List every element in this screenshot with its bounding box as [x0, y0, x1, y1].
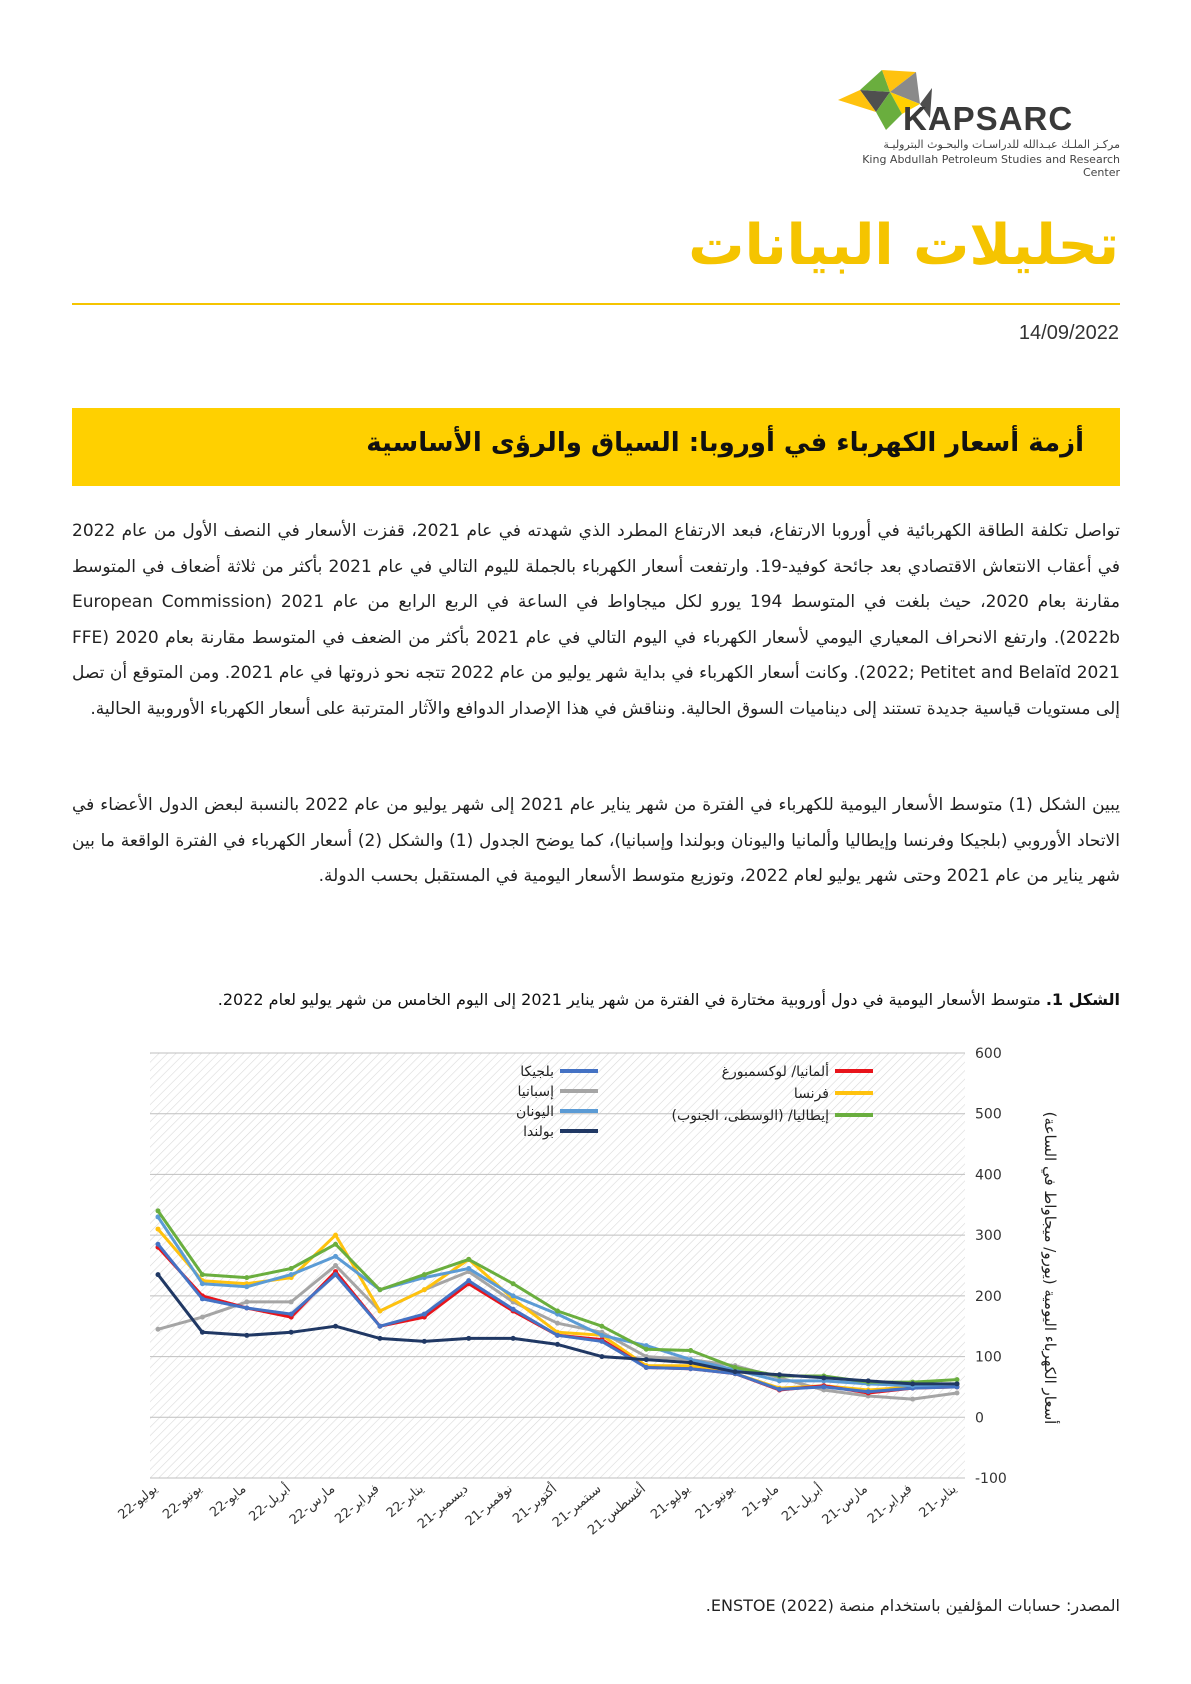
x-tick-label: ديسمبر-21 [415, 1481, 472, 1533]
x-tick-label: فبراير-22 [332, 1481, 383, 1528]
data-point [422, 1272, 427, 1277]
y-tick-label: 100 [975, 1349, 1002, 1366]
data-point [599, 1354, 604, 1359]
data-point [200, 1281, 205, 1286]
data-point [333, 1324, 338, 1329]
data-point [156, 1242, 161, 1247]
legend-label: بولندا [523, 1124, 554, 1140]
data-point [555, 1309, 560, 1314]
data-point [866, 1378, 871, 1383]
data-point [511, 1293, 516, 1298]
legend-label: ألمانيا/ لوكسمبورغ [721, 1064, 829, 1080]
data-point [333, 1233, 338, 1238]
data-point [200, 1296, 205, 1301]
legend-label: إسبانيا [517, 1084, 554, 1100]
data-point [200, 1272, 205, 1277]
data-point [511, 1336, 516, 1341]
figure-caption-label: الشكل 1. [1045, 990, 1120, 1009]
data-point [377, 1309, 382, 1314]
logo-english-name: King Abdullah Petroleum Studies and Research Center [862, 153, 1120, 179]
data-point [244, 1306, 249, 1311]
x-tick-label: نوفمبر-21 [462, 1481, 516, 1530]
x-tick-label: يناير-21 [916, 1481, 960, 1522]
logo-arabic-name: مركـز الملـك عبـدالله للدراسـات والبحـوث البتروليـة [883, 138, 1120, 151]
data-point [377, 1324, 382, 1329]
x-tick-label: أبريل-22 [246, 1481, 294, 1525]
figure-description-paragraph: يبين الشكل (1) متوسط الأسعار اليومية للكهرباء في الفترة من شهر يناير عام 2021 إلى شهر يوليو من عام 2022 بالنسبة لبعض الدول الأعضاء في الاتحاد الأوروبي (بلجيكا وفرنسا وإيطاليا وألمانيا واليونان وبولندا وإسبانيا)، كما يوضح الجدول (1) والشكل (2) أسعار الكهرباء في الفترة الواقعة ما بين شهر يناير من عام 2021 وحتى شهر يوليو لعام 2022، وتوزيع متوسط الأسعار اليومية في المستقبل بحسب الدولة. [72, 795, 1121, 886]
data-point [200, 1330, 205, 1335]
data-point [555, 1333, 560, 1338]
publication-date: 14/09/2022 [1018, 322, 1119, 344]
x-tick-label: أغسطس-21 [585, 1481, 649, 1539]
data-point [910, 1381, 915, 1386]
legend-label: فرنسا [793, 1086, 829, 1102]
data-point [244, 1333, 249, 1338]
data-point [200, 1315, 205, 1320]
x-tick-label: مارس-21 [819, 1481, 871, 1528]
data-point [733, 1369, 738, 1374]
data-point [156, 1272, 161, 1277]
data-point [644, 1365, 649, 1370]
data-point [289, 1266, 294, 1271]
x-tick-label: سبتمبر-21 [549, 1481, 605, 1531]
legend-label: اليونان [515, 1104, 554, 1120]
data-point [377, 1287, 382, 1292]
legend-label: بلجيكا [520, 1064, 554, 1080]
legend-label: إيطاليا/ (الوسطى، الجنوب) [671, 1108, 829, 1124]
x-tick-label: يونيو-22 [160, 1481, 205, 1523]
data-point [422, 1339, 427, 1344]
data-point [821, 1375, 826, 1380]
data-point [466, 1257, 471, 1262]
data-point [599, 1339, 604, 1344]
intro-paragraph: تواصل تكلفة الطاقة الكهربائية في أوروبا الارتفاع، فبعد الارتفاع المطرد الذي شهدته في عام 2021، قفزت الأسعار في النصف الأول من عام 2022 في أعقاب الانتعاش الاقتصادي بعد جائحة كوفيد-19. وارتفعت أسعار الكهرباء بالجملة لليوم التالي في عام 2021 بأكثر من ثلاثة أضعاف في المتوسط مقارنة بعام 2020، حيث بلغت في المتوسط 194 يورو لكل ميجاواط في الساعة في الربع الرابع من عام 2021 (European Commission 2022b). وارتفع الانحراف المعياري اليومي لأسعار الكهرباء في اليوم التالي في عام 2021 بأكثر من الضعف في المتوسط مقارنة بعام 2020 (FFE 2022; Petitet and Belaïd 2021). وكانت أسعار الكهرباء في بداية شهر يوليو من عام 2022 تتجه نحو ذروتها في عام 2021. ومن المتوقع أن تصل إلى مستويات قياسية جديدة تستند إلى ديناميات السوق الحالية. ونناقش في هذا الإصدار الدوافع والآثار المترتبة على أسعار الكهرباء الأوروبية الحالية. [72, 521, 1121, 719]
data-point [777, 1378, 782, 1383]
data-point [156, 1327, 161, 1332]
logo-name: KAPSARC [903, 100, 1074, 137]
x-tick-label: فبراير-21 [864, 1481, 916, 1528]
data-point [466, 1266, 471, 1271]
data-point [333, 1254, 338, 1259]
data-point [156, 1227, 161, 1232]
data-point [866, 1389, 871, 1394]
data-point [955, 1391, 960, 1396]
data-point [422, 1312, 427, 1317]
y-axis-label: أسعار الكهرباء اليومية (يورو/ ميجاواط في الساعة) [1041, 1111, 1059, 1425]
data-point [333, 1272, 338, 1277]
x-tick-label: مايو-22 [207, 1481, 250, 1521]
figure-caption [72, 990, 1120, 1009]
headline-title: أزمة أسعار الكهرباء في أوروبا: السياق والرؤى الأساسية [366, 428, 1084, 458]
data-point [599, 1333, 604, 1338]
data-point [910, 1397, 915, 1402]
figure-source: المصدر: حسابات المؤلفين باستخدام منصة (2022) ENSTOE. [705, 1596, 1120, 1615]
data-point [466, 1336, 471, 1341]
data-point [644, 1357, 649, 1362]
headline-banner [72, 408, 1120, 486]
data-point [955, 1381, 960, 1386]
data-point [244, 1275, 249, 1280]
data-point [289, 1299, 294, 1304]
y-tick-label: 0 [975, 1410, 984, 1427]
x-tick-label: يونيو-21 [692, 1481, 738, 1523]
data-point [289, 1330, 294, 1335]
x-tick-label: أبريل-21 [779, 1481, 827, 1525]
y-tick-label: 600 [975, 1046, 1002, 1062]
title-divider [72, 303, 1120, 305]
data-point [644, 1347, 649, 1352]
data-point [777, 1387, 782, 1392]
data-point [821, 1384, 826, 1389]
x-tick-label: أكتوبر-21 [510, 1481, 561, 1527]
x-tick-label: يوليو-22 [115, 1481, 161, 1523]
data-point [244, 1299, 249, 1304]
x-tick-label: مارس-22 [286, 1481, 339, 1528]
data-point [511, 1307, 516, 1312]
data-point [333, 1263, 338, 1268]
y-tick-label: 400 [975, 1167, 1002, 1184]
y-tick-label: 500 [975, 1106, 1002, 1123]
data-point [599, 1324, 604, 1329]
data-point [156, 1208, 161, 1213]
x-tick-label: يوليو-21 [648, 1481, 694, 1523]
figure-caption-text: متوسط الأسعار اليومية في دول أوروبية مختارة في الفترة من شهر يناير 2021 إلى اليوم الخامس من شهر يوليو لعام 2022. [217, 990, 1046, 1009]
data-point [688, 1360, 693, 1365]
y-tick-label: -100 [975, 1471, 1007, 1487]
data-point [244, 1284, 249, 1289]
data-point [289, 1312, 294, 1317]
x-tick-label: مايو-21 [739, 1481, 783, 1521]
data-point [555, 1342, 560, 1347]
x-tick-label: يناير-22 [383, 1481, 427, 1522]
data-point [688, 1348, 693, 1353]
data-point [511, 1281, 516, 1286]
data-point [333, 1242, 338, 1247]
data-point [688, 1366, 693, 1371]
page-title: تحليلات البيانات [688, 213, 1119, 278]
data-point [777, 1372, 782, 1377]
data-point [955, 1377, 960, 1382]
price-line-chart [115, 1038, 1140, 1568]
data-point [289, 1272, 294, 1277]
data-point [466, 1278, 471, 1283]
data-point [422, 1287, 427, 1292]
data-point [555, 1321, 560, 1326]
data-point [377, 1336, 382, 1341]
y-tick-label: 300 [975, 1228, 1002, 1245]
y-tick-label: 200 [975, 1288, 1002, 1305]
